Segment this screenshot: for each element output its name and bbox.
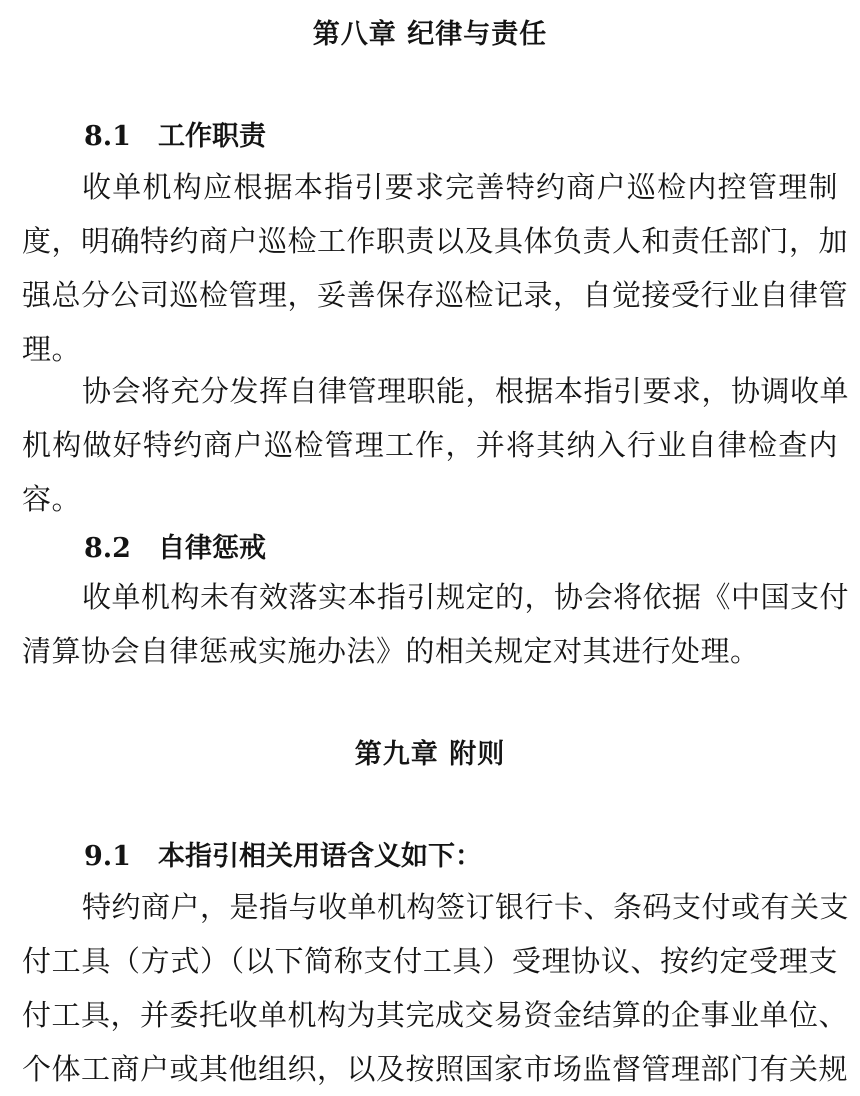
text-line: 个体工商户或其他组织，以及按照国家市场监督管理部门有关规 <box>22 1052 849 1086</box>
section-8-2-paragraph-1 <box>22 570 850 678</box>
section-8-1-heading <box>84 114 266 153</box>
section-8-2-title: 自律惩戒 <box>158 533 266 564</box>
text-line: 强总分公司巡检管理，妥善保存巡检记录，自觉接受行业自律管 <box>22 278 849 312</box>
section-8-1-number: 8.1 <box>84 121 131 152</box>
chapter-9-title: 第九章 附则 <box>354 739 506 770</box>
section-8-2-heading <box>84 526 266 565</box>
section-9-1-number: 9.1 <box>84 841 131 872</box>
text-line: 收单机构应根据本指引要求完善特约商户巡检内控管理制 <box>82 170 838 204</box>
section-8-1-paragraph-2 <box>22 364 850 526</box>
text-line: 收单机构未有效落实本指引规定的，协会将依据《中国支付 <box>82 580 850 614</box>
text-line: 付工具，并委托收单机构为其完成交易资金结算的企事业单位、 <box>22 998 849 1032</box>
text-line: 清算协会自律惩戒实施办法》的相关规定对其进行处理。 <box>22 634 760 668</box>
text-line: 特约商户，是指与收单机构签订银行卡、条码支付或有关支 <box>82 890 850 924</box>
section-9-1-paragraph-1 <box>22 880 850 1096</box>
section-9-1-heading <box>84 834 482 873</box>
text-line: 协会将充分发挥自律管理职能，根据本指引要求，协调收单 <box>82 374 850 408</box>
section-8-1-title: 工作职责 <box>158 121 266 152</box>
text-line: 度，明确特约商户巡检工作职责以及具体负责人和责任部门，加 <box>22 224 849 258</box>
text-line: 机构做好特约商户巡检管理工作，并将其纳入行业自律检查内 <box>22 428 838 462</box>
section-8-1-paragraph-1 <box>22 160 849 376</box>
section-8-2-number: 8.2 <box>84 533 131 564</box>
text-line: 容。 <box>22 482 82 516</box>
chapter-8-title: 第八章 纪律与责任 <box>312 19 548 50</box>
text-line: 理。 <box>22 332 82 366</box>
section-9-1-title: 本指引相关用语含义如下： <box>158 841 482 872</box>
text-line: 付工具（方式）（以下简称支付工具）受理协议、按约定受理支 <box>22 944 838 978</box>
